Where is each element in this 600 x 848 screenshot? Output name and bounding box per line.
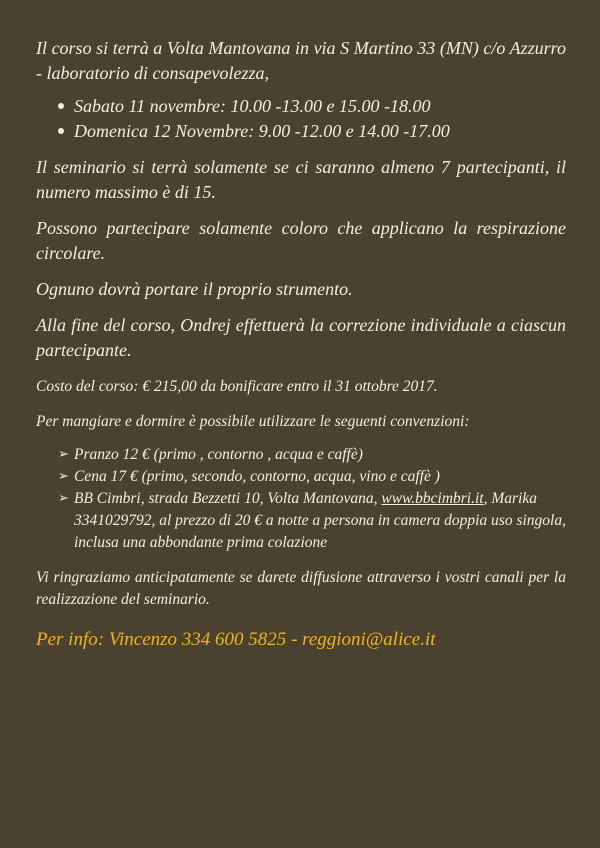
bb-website-link[interactable]: www.bbcimbri.it (381, 490, 484, 507)
schedule-list (36, 94, 566, 144)
conventions-text: Per mangiare e dormire è possibile utilizzare le seguenti convenzioni: (36, 413, 470, 430)
bullet-icon (58, 103, 64, 109)
requirement-text: Possono partecipare solamente coloro che applicano la respirazione circolare. (36, 218, 566, 263)
intro-text: Il corso si terrà a Volta Mantovana in via S Martino 33 (MN) c/o Azzurro - laboratorio di consapevolezza, (36, 38, 566, 83)
arrow-right-icon: ➢ (58, 469, 69, 484)
conventions-list (36, 444, 566, 554)
contact-info: Per info: Vincenzo 334 600 5825 - reggioni@alice.it (36, 629, 436, 650)
list-item (58, 488, 566, 554)
convention-bb-suffix: , Marika 3341029792, al prezzo di 20 € a notte a persona in camera doppia uso singola, inclusa una abbondante prima colazione (74, 490, 566, 551)
schedule-saturday: Sabato 11 novembre: 10.00 -13.00 e 15.00 -18.00 (74, 96, 431, 116)
schedule-sunday: Domenica 12 Novembre: 9.00 -12.00 e 14.00 -17.00 (74, 121, 450, 141)
cost-text: Costo del corso: € 215,00 da bonificare entro il 31 ottobre 2017. (36, 378, 438, 395)
list-item (58, 119, 566, 144)
convention-lunch: Pranzo 12 € (primo , contorno , acqua e caffè) (74, 446, 363, 463)
minimum-participants: Il seminario si terrà solamente se ci saranno almeno 7 partecipanti, il numero massimo è di 15. (36, 157, 566, 202)
list-item (58, 444, 566, 466)
bullet-icon (58, 128, 64, 134)
convention-dinner: Cena 17 € (primo, secondo, contorno, acqua, vino e caffè ) (74, 468, 440, 485)
list-item (58, 466, 566, 488)
convention-bb-prefix: BB Cimbri, strada Bezzetti 10, Volta Mantovana, (74, 490, 382, 507)
list-item (58, 94, 566, 119)
correction-text: Alla fine del corso, Ondrej effettuerà la correzione individuale a ciascun partecipante. (36, 315, 566, 360)
arrow-right-icon: ➢ (58, 447, 69, 462)
instrument-text: Ognuno dovrà portare il proprio strumento. (36, 279, 353, 299)
arrow-right-icon: ➢ (58, 491, 69, 506)
thanks-text: Vi ringraziamo anticipatamente se darete diffusione attraverso i vostri canali per la realizzazione del seminario. (36, 569, 566, 608)
